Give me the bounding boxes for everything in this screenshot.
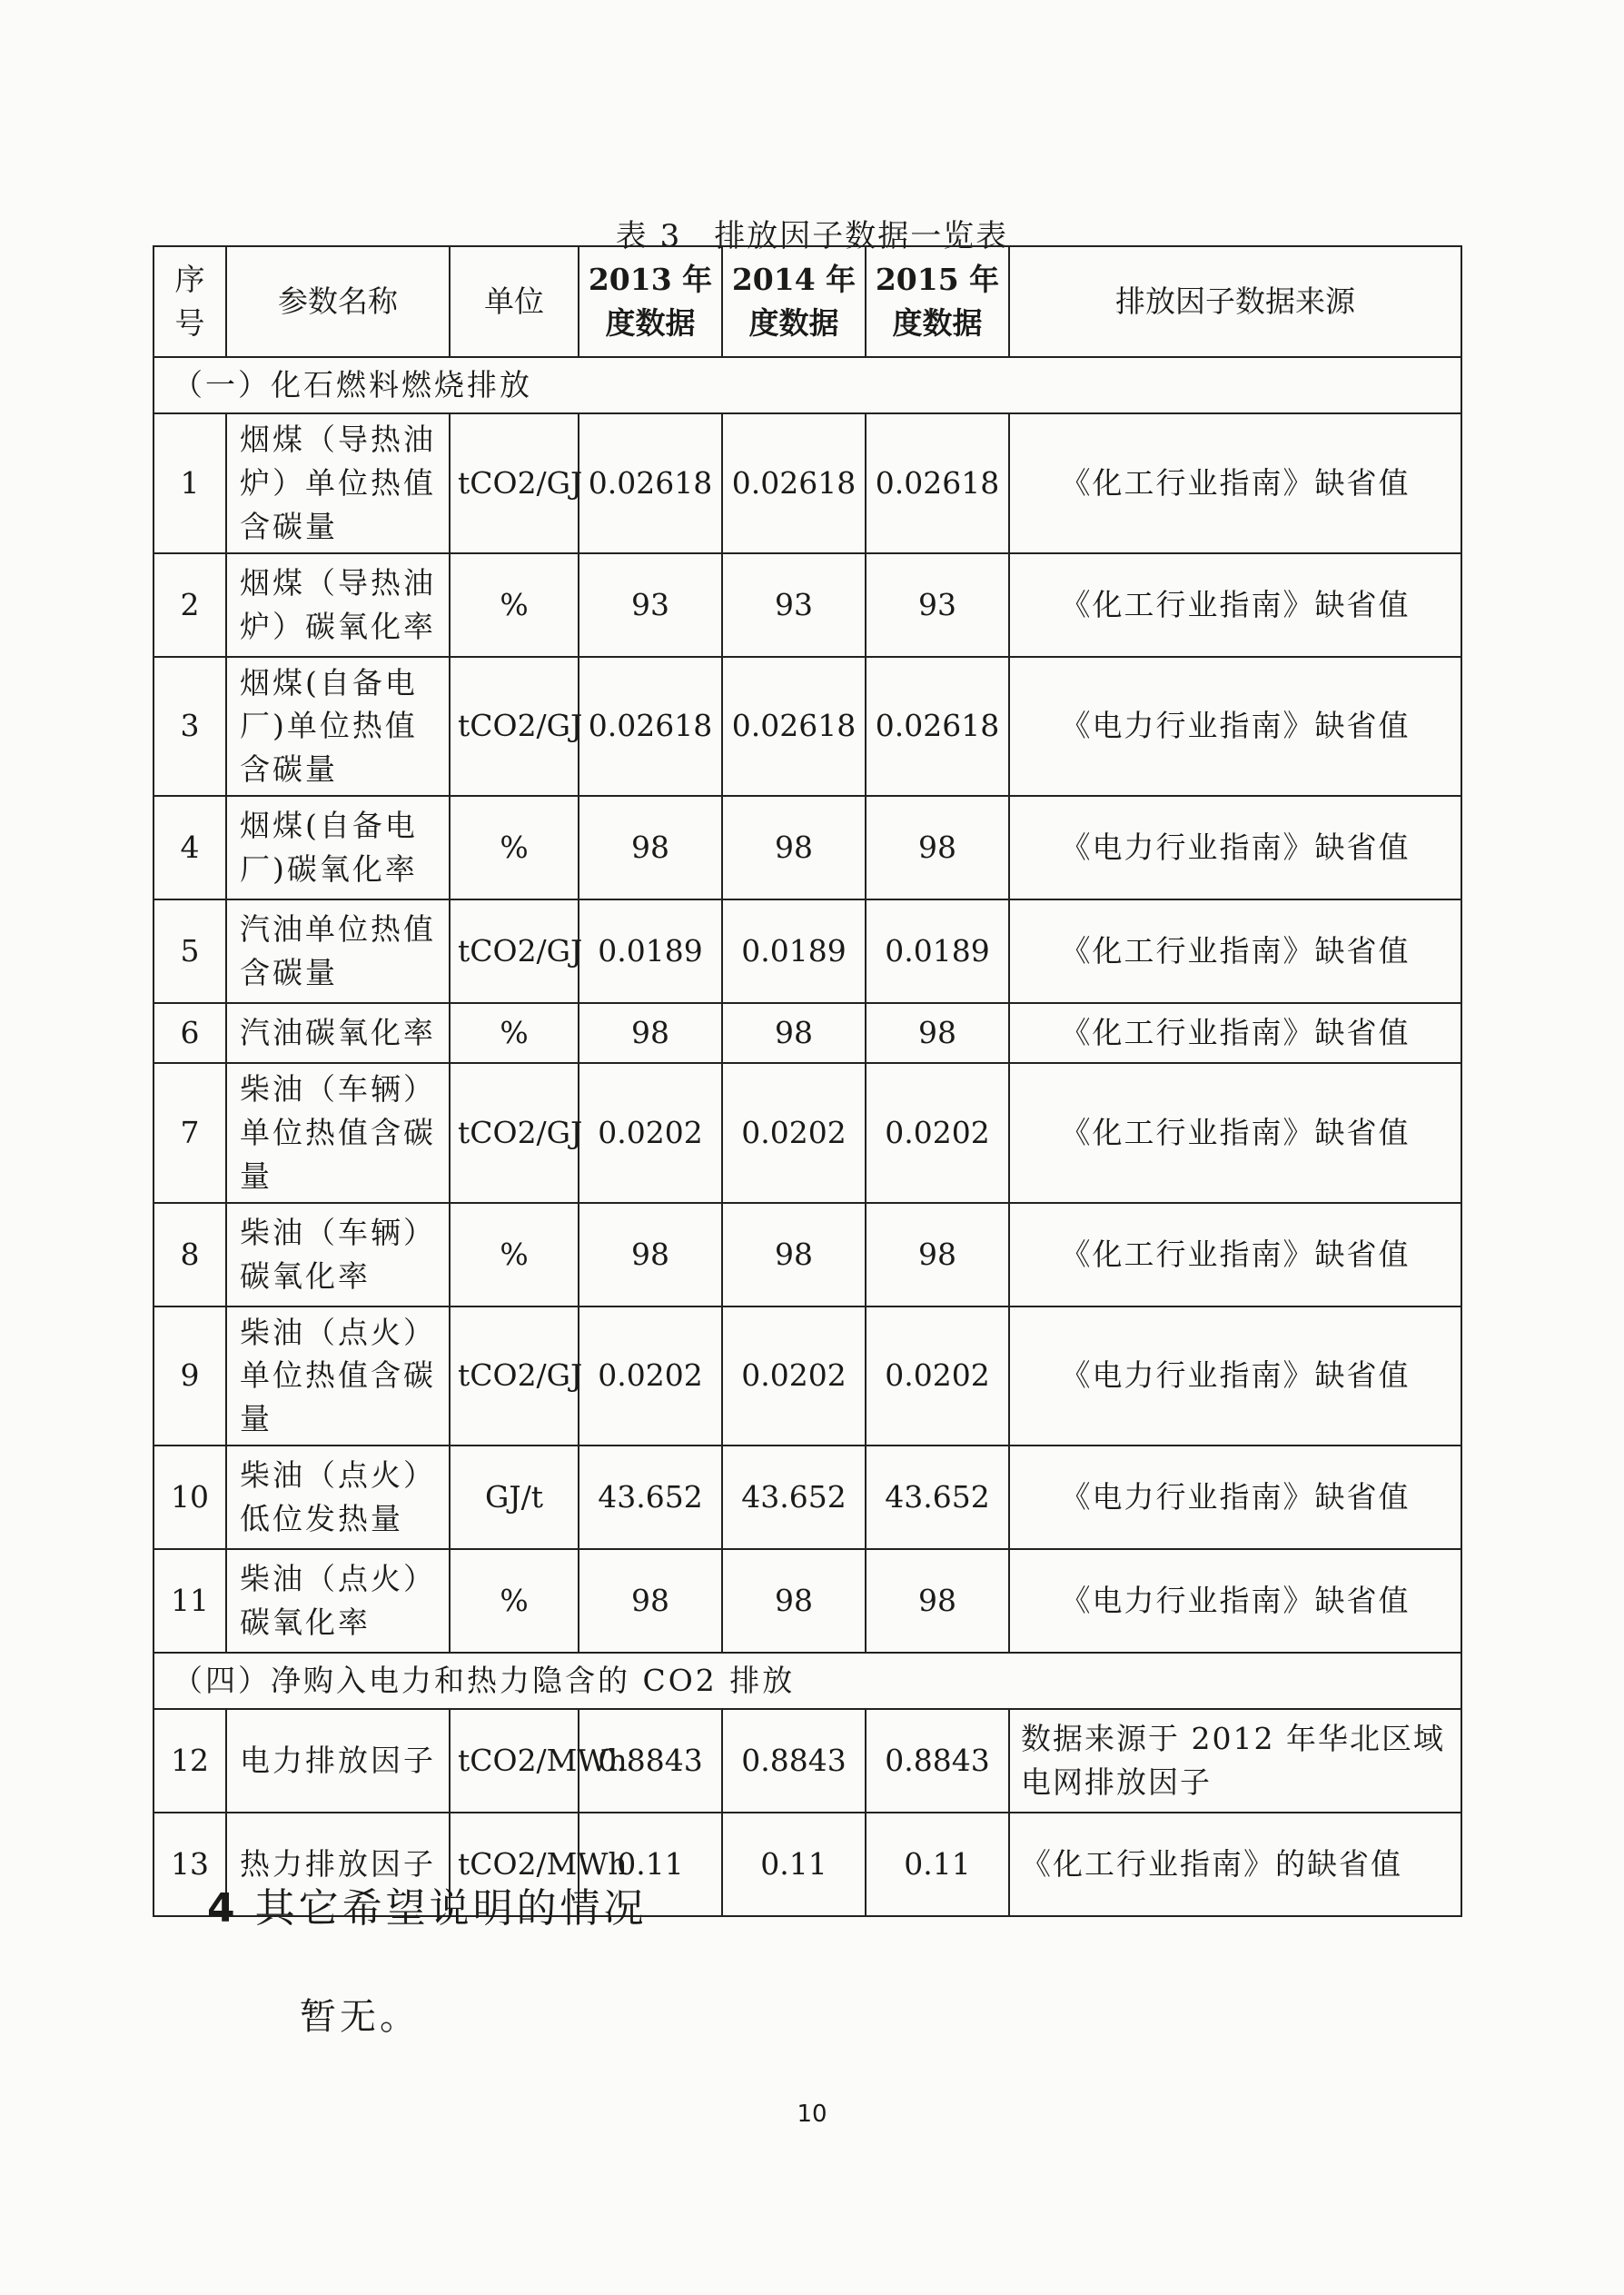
cell-unit: tCO2/GJ [450, 657, 579, 797]
cell-source: 《电力行业指南》缺省值 [1009, 796, 1461, 899]
cell-name: 汽油碳氧化率 [226, 1003, 450, 1063]
cell-2014: 0.0202 [722, 1306, 866, 1446]
cell-2013: 93 [579, 553, 722, 657]
cell-2014: 0.02618 [722, 657, 866, 797]
section-heading-text: 其它希望说明的情况 [254, 1885, 648, 1932]
cell-index: 5 [153, 899, 226, 1003]
cell-name: 柴油（点火）低位发热量 [226, 1446, 450, 1549]
cell-name: 热力排放因子 [226, 1813, 450, 1916]
cell-name: 柴油（车辆）碳氧化率 [226, 1203, 450, 1306]
cell-unit: tCO2/GJ [450, 1063, 579, 1203]
table-row [153, 1063, 1461, 1203]
table-row [153, 1003, 1461, 1063]
cell-2015: 0.02618 [866, 657, 1009, 797]
cell-2013: 98 [579, 1203, 722, 1306]
emission-factor-table [153, 245, 1462, 1917]
header-name: 参数名称 [226, 246, 450, 357]
table-row [153, 1306, 1461, 1446]
cell-source: 《化工行业指南》缺省值 [1009, 413, 1461, 553]
cell-2014: 98 [722, 1203, 866, 1306]
cell-name: 柴油（点火）碳氧化率 [226, 1549, 450, 1653]
cell-unit: tCO2/MWh [450, 1709, 579, 1813]
cell-2013: 98 [579, 1549, 722, 1653]
cell-name: 汽油单位热值含碳量 [226, 899, 450, 1003]
section-heading-number: 4 [207, 1885, 239, 1932]
cell-2015: 0.11 [866, 1813, 1009, 1916]
cell-2015: 98 [866, 1203, 1009, 1306]
cell-name: 电力排放因子 [226, 1709, 450, 1813]
table-row [153, 657, 1461, 797]
cell-unit: % [450, 1549, 579, 1653]
cell-2014: 0.0189 [722, 899, 866, 1003]
cell-2014: 0.02618 [722, 413, 866, 553]
cell-2013: 0.0202 [579, 1306, 722, 1446]
cell-source: 《化工行业指南》缺省值 [1009, 899, 1461, 1003]
cell-2013: 0.0189 [579, 899, 722, 1003]
cell-2014: 0.8843 [722, 1709, 866, 1813]
section-row [153, 357, 1461, 413]
table-row [153, 1549, 1461, 1653]
cell-source: 《电力行业指南》缺省值 [1009, 1306, 1461, 1446]
cell-2013: 0.8843 [579, 1709, 722, 1813]
cell-index: 3 [153, 657, 226, 797]
header-2015: 2015 年度数据 [866, 246, 1009, 357]
cell-2013: 0.0202 [579, 1063, 722, 1203]
cell-name: 烟煤（导热油炉）碳氧化率 [226, 553, 450, 657]
cell-unit: % [450, 553, 579, 657]
header-2014: 2014 年度数据 [722, 246, 866, 357]
cell-unit: % [450, 1003, 579, 1063]
cell-2014: 98 [722, 1003, 866, 1063]
cell-unit: tCO2/MWh [450, 1813, 579, 1916]
cell-source: 《电力行业指南》缺省值 [1009, 1549, 1461, 1653]
cell-index: 13 [153, 1813, 226, 1916]
cell-2013: 0.02618 [579, 413, 722, 553]
cell-index: 7 [153, 1063, 226, 1203]
cell-2014: 93 [722, 553, 866, 657]
table-caption: 表 3 排放因子数据一览表 [615, 218, 1009, 254]
cell-index: 6 [153, 1003, 226, 1063]
cell-2014: 43.652 [722, 1446, 866, 1549]
cell-2013: 43.652 [579, 1446, 722, 1549]
cell-name: 烟煤（导热油炉）单位热值含碳量 [226, 413, 450, 553]
cell-2013: 98 [579, 796, 722, 899]
table-row [153, 1446, 1461, 1549]
cell-name: 柴油（点火）单位热值含碳量 [226, 1306, 450, 1446]
cell-unit: tCO2/GJ [450, 899, 579, 1003]
cell-unit: tCO2/GJ [450, 413, 579, 553]
table-row [153, 899, 1461, 1003]
cell-unit: tCO2/GJ [450, 1306, 579, 1446]
cell-source: 《化工行业指南》缺省值 [1009, 1063, 1461, 1203]
header-2013: 2013 年度数据 [579, 246, 722, 357]
cell-name: 烟煤(自备电厂)单位热值含碳量 [226, 657, 450, 797]
cell-2014: 98 [722, 1549, 866, 1653]
cell-2013: 98 [579, 1003, 722, 1063]
cell-source: 《化工行业指南》缺省值 [1009, 1003, 1461, 1063]
section-title: （四）净购入电力和热力隐含的 CO2 排放 [153, 1653, 1461, 1709]
cell-index: 2 [153, 553, 226, 657]
cell-index: 11 [153, 1549, 226, 1653]
cell-2015: 98 [866, 1549, 1009, 1653]
cell-2015: 0.0202 [866, 1063, 1009, 1203]
cell-2013: 0.11 [579, 1813, 722, 1916]
cell-unit: GJ/t [450, 1446, 579, 1549]
cell-2015: 98 [866, 796, 1009, 899]
header-unit: 单位 [450, 246, 579, 357]
cell-unit: % [450, 1203, 579, 1306]
section-row [153, 1653, 1461, 1709]
table-row [153, 553, 1461, 657]
section-heading [207, 1875, 648, 1933]
cell-index: 1 [153, 413, 226, 553]
cell-2015: 43.652 [866, 1446, 1009, 1549]
body-paragraph: 暂无。 [300, 1996, 420, 2038]
cell-2014: 0.11 [722, 1813, 866, 1916]
table-row [153, 413, 1461, 553]
cell-name: 柴油（车辆）单位热值含碳量 [226, 1063, 450, 1203]
cell-2015: 0.02618 [866, 413, 1009, 553]
cell-2015: 98 [866, 1003, 1009, 1063]
cell-2015: 0.0202 [866, 1306, 1009, 1446]
header-source: 排放因子数据来源 [1009, 246, 1461, 357]
cell-source: 《电力行业指南》缺省值 [1009, 1446, 1461, 1549]
cell-index: 9 [153, 1306, 226, 1446]
table-row [153, 1203, 1461, 1306]
cell-2014: 0.0202 [722, 1063, 866, 1203]
cell-source: 《化工行业指南》缺省值 [1009, 1203, 1461, 1306]
cell-index: 10 [153, 1446, 226, 1549]
cell-unit: % [450, 796, 579, 899]
cell-name: 烟煤(自备电厂)碳氧化率 [226, 796, 450, 899]
cell-2014: 98 [722, 796, 866, 899]
table-row [153, 796, 1461, 899]
section-title: （一）化石燃料燃烧排放 [153, 357, 1461, 413]
cell-2015: 0.8843 [866, 1709, 1009, 1813]
cell-index: 4 [153, 796, 226, 899]
page-number: 10 [797, 2101, 827, 2128]
table-header-row [153, 246, 1461, 357]
cell-index: 8 [153, 1203, 226, 1306]
cell-2013: 0.02618 [579, 657, 722, 797]
cell-index: 12 [153, 1709, 226, 1813]
table-row [153, 1709, 1461, 1813]
header-index: 序号 [153, 246, 226, 357]
cell-source: 《化工行业指南》的缺省值 [1009, 1813, 1461, 1916]
cell-2015: 93 [866, 553, 1009, 657]
cell-2015: 0.0189 [866, 899, 1009, 1003]
cell-source: 《电力行业指南》缺省值 [1009, 657, 1461, 797]
cell-source: 数据来源于 2012 年华北区域电网排放因子 [1009, 1709, 1461, 1813]
cell-source: 《化工行业指南》缺省值 [1009, 553, 1461, 657]
